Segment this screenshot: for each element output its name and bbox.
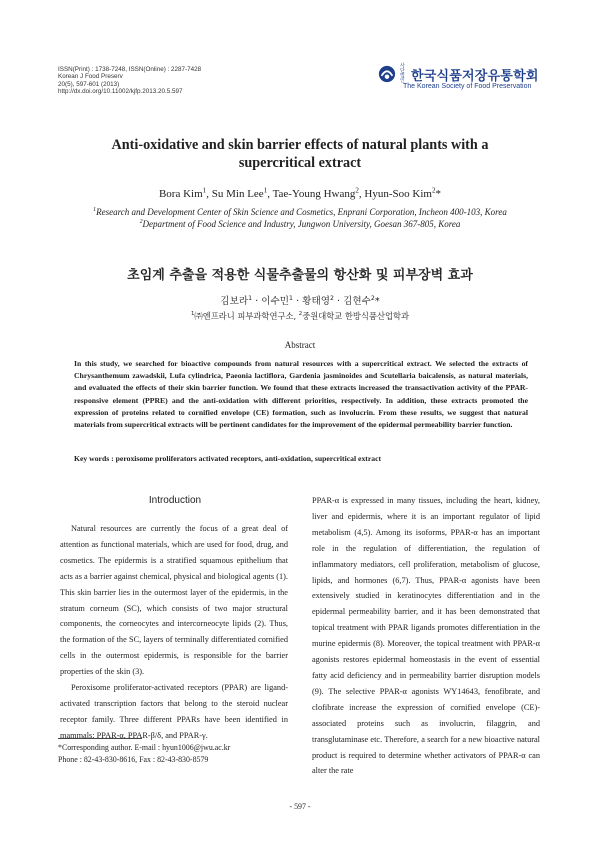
meta-line: 20(5), 597-601 (2013) [58,80,120,88]
paragraph: Peroxisome proliferator-activated receptors (PPAR) are ligand-activated transcription factors that belong to the steroid nuclear receptor family. Three different PPARs have been identified in mammals: PPAR-α, PPAR-β/δ, and PPAR-γ. [60,683,288,740]
society-emblem-icon [378,65,396,83]
authors-english [60,188,540,200]
author-name: Tae-Young Hwang [272,188,356,200]
author-sup: 2 [431,186,436,195]
author-sep: · [293,296,303,307]
affiliation-text: Research and Development Center of Skin Science and Cosmetics, Enprani Corporation, Incheon 400-103, Korea [96,207,507,217]
meta-line: Korean J Food Preserv [58,73,123,81]
author-sep: · [252,296,262,307]
affiliation-sup: 1 [93,207,97,213]
affiliation-text: ㈜엔프라니 피부과학연구소, [194,311,299,321]
affiliation-text: Department of Food Science and Industry, Jungwon University, Goesan 367-805, Korea [142,219,461,229]
author-sup: 1 [248,294,253,302]
footnote-line: Phone : 82-43-830-8616, Fax : 82-43-830-8579 [58,755,209,765]
doi-link[interactable]: http://dx.doi.org/10.11002/kjfp.2013.20.5.597 [58,88,183,96]
logo-korean-name: 한국식품저장유통학회 [411,68,539,84]
meta-line: ISSN(Print) : 1738-7248, ISSN(Online) : 2287-7428 [58,66,202,73]
affiliation-line [60,218,540,230]
affiliations-korean [60,310,540,322]
introduction-heading: Introduction [148,495,202,506]
author-sep: , [267,188,273,200]
journal-meta [58,66,201,96]
title-line: Anti-oxidative and skin barrier effects of natural plants with a [111,137,489,153]
keywords [74,454,528,463]
korean-title: 초임계 추출을 적용한 식물추출물의 항산화 및 피부장벽 효과 [127,268,473,283]
abstract-heading: Abstract [284,340,316,350]
author-sup: 1 [263,186,268,195]
footnote-divider [58,738,142,739]
author-sup: 1 [289,294,294,302]
title-line: supercritical extract [238,155,362,171]
author-name: 김현수 [343,296,371,307]
author-name: 황태영 [302,296,330,307]
right-column [312,493,540,779]
author-name: Hyun-Soo Kim [364,188,432,200]
author-sup: 2 [370,294,375,302]
author-name: Bora Kim [158,188,203,200]
abstract-text: In this study, we searched for bioactive compounds from natural resources with a supercritical extract. We selected the extracts of Chrysanthemum zawadskii, Lufa cylindrica, Paeonia lactiflora, Gardenia jasminoides and Scutellaria baicalensis, as natural materials, and evaluated the effects of their skin barrier function. We found that these extracts increased the transactivation activity of the PPAR-responsive element (PPRE) and the anti-oxidation with different priorities, respectively. In addition, these extracts promoted the expression of proteins related to cornified envelope (CE) formation, such as involucrin. From these results, we suggest that natural materials from supercritical extracts will be pertinent candidates for the improvement of the epidermal permeability barrier function. [74,359,528,430]
society-logo [378,63,539,90]
keywords-list: peroxisome proliferators activated receptors, anti-oxidation, supercritical extract [115,454,382,463]
keywords-label: Key words : [74,454,114,463]
author-sup: 2 [355,186,359,195]
affiliation-sup: 1 [190,311,195,318]
affiliation-text: 중원대학교 한방식품산업학과 [302,311,410,321]
affiliation-line [60,206,540,218]
paper-title [60,136,540,172]
page-number: - 597 - [289,802,311,811]
footnote-line: *Corresponding author. E-mail : hyun1006@jwu.ac.kr [58,743,231,752]
author-sep: · [333,296,344,307]
paragraph: PPAR-α is expressed in many tissues, including the heart, kidney, liver and epidermis, where it is an important regulator of lipid metabolism (4,5). Among its isoforms, PPAR-α has an important role in the regulation of differentiation, the regulation of inflammatory mediators, cell proliferation, metabolism of glucose, lipids, and hormones (6,7). Thus, PPAR-α agonists have been extensively studied in keratinocytes differentiation and in the epidermal permeability barrier, and it has been demonstrated that topical treatment with PPAR ligands promotes differentiation in the murine epidermis (8). Moreover, the topical treatment with PPAR-α agonists restores epidermal homeostasis in the event of essential fatty acid deficiency and in permeability barrier disruption models (9). The selective PPAR-α agonists WY14643, fenofibrate, and clofibrate increase the expression of cornified envelope (CE)-associated proteins such as involucrin, filaggrin, and transglutaminase etc. Therefore, a search for a new bioactive natural product is required to determine whether activators of PPAR-α can alter the rate [312,496,540,776]
author-name: 이수민 [261,296,290,307]
logo-english-name: The Korean Society of Food Preservation [403,83,532,90]
footnote [58,742,230,766]
affiliations-english [60,206,540,230]
author-sep: * [435,188,442,200]
author-name: Su Min Lee [211,188,264,200]
author-sep: , [358,188,365,200]
authors-korean [60,293,540,307]
logo-small-text: 사단 법인 [400,63,405,84]
paragraph: Natural resources are currently the focus of a great deal of attention as functional materials, which are used for food, drug, and cosmetics. The epidermis is a stratified squamous epithelium that acts as a barrier against chemical, physical and biological agents (1). This skin barrier lies in the outermost layer of the epidermis, in the stratum corneum (SC), which consists of two major structural components, the corneocytes and intercorneocyte lipids (2). Thus, the formation of the SC, layers of terminally differentiated cornified cells in the outermost epidermis, is responsible for the barrier properties of the skin (3). [60,524,288,677]
author-sep: * [374,296,380,307]
affiliation-sup: 2 [298,311,303,318]
author-sup: 1 [202,186,207,195]
affiliation-sup: 2 [139,219,143,225]
author-sep: , [206,188,212,200]
left-column [60,521,288,744]
author-sup: 2 [329,294,334,302]
author-name: 김보라 [220,296,249,307]
